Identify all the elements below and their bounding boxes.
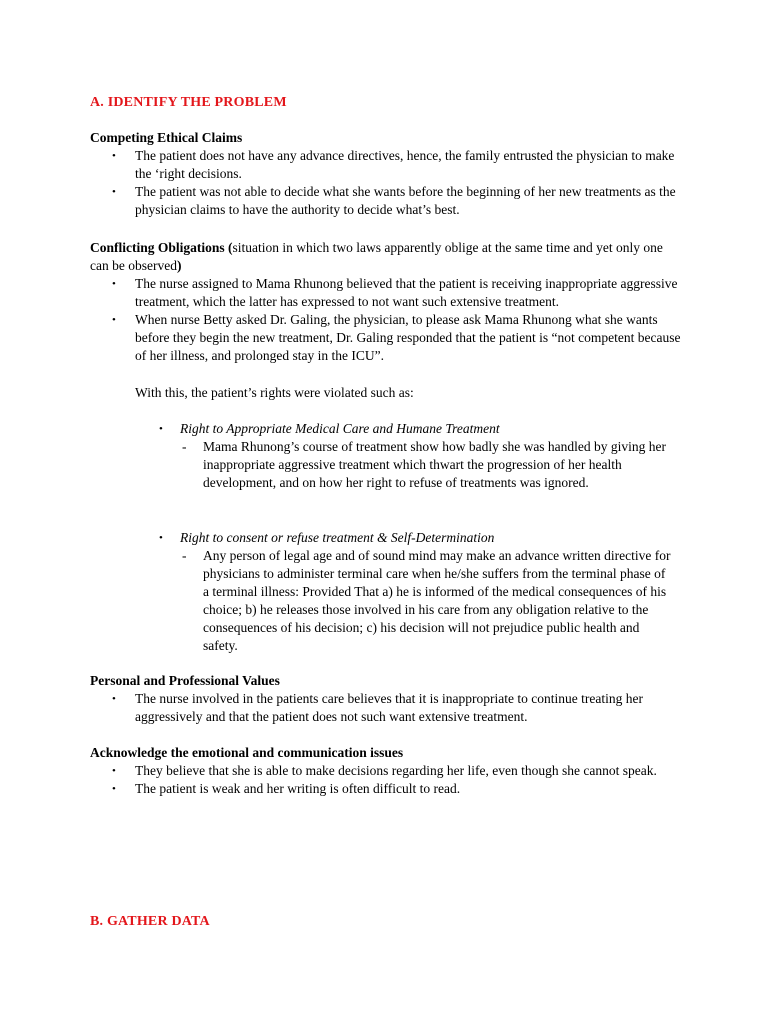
list-item-text: The nurse assigned to Mama Rhunong believed that the patient is receiving inappropriate aggressive treatment, which the latter has expressed to not want such extensive treatment. [135,276,678,309]
rights-intro-block [90,384,690,402]
acknowledge-heading: Acknowledge the emotional and communication issues [90,745,404,760]
acknowledge-section [90,744,690,798]
right-title: Right to Appropriate Medical Care and Humane Treatment [180,421,500,436]
conflicting-heading-definition: situation in which two laws apparently oblige at the same time and yet only one can be observed [90,240,663,273]
conflicting-obligations-section [90,239,690,365]
right-detail-text: Any person of legal age and of sound mind may make an advance written directive for physicians to administer terminal care when he/she suffers from the terminal phase of a terminal illness: Provided That a) he is informed of the medical consequences of his choice; b) he releases those involved in his care from any obligation relative to the consequences of his decision; c) his decision will not prejudice public health and safety. [203,548,671,653]
list-item-text: The patient does not have any advance directives, hence, the family entrusted the physician to make the ‘right decisions. [135,148,675,181]
conflicting-obligations-list [90,275,690,365]
rights-intro: With this, the patient’s rights were violated such as: [135,385,414,400]
bullet-icon: • [112,186,116,198]
section-a-title: A. IDENTIFY THE PROBLEM [90,95,287,110]
bullet-icon: • [112,278,116,290]
bullet-icon: • [159,532,163,544]
list-item [90,183,685,219]
conflicting-obligations-heading [90,239,680,275]
list-item [90,690,685,726]
values-list [90,690,690,726]
list-item-text: The patient is weak and her writing is often difficult to read. [135,781,461,796]
right-item [90,529,690,547]
right-detail-text: Mama Rhunong’s course of treatment show how badly she was handled by giving her inappropriate aggressive treatment which thwart the progression of her health development, and on how her right to refuse of treatments was ignored. [203,439,667,490]
competing-claims-heading: Competing Ethical Claims [90,130,243,145]
list-item [90,275,685,311]
right-title: Right to consent or refuse treatment & Self-Determination [180,530,495,545]
bullet-icon: • [112,314,116,326]
bullet-icon: • [112,783,116,795]
right-item [90,420,690,438]
competing-claims-list [90,147,690,219]
section-b-title: B. GATHER DATA [90,914,210,929]
list-item-text: They believe that she is able to make decisions regarding her life, even though she cannot speak. [135,763,657,778]
right-detail-item [90,438,673,492]
bullet-icon: • [112,150,116,162]
right-1-block [90,420,690,492]
conflicting-heading-close: ) [176,258,182,273]
right-detail-list [90,547,690,655]
acknowledge-list [90,762,690,798]
conflicting-heading-bold: Conflicting Obligations ( [90,240,233,255]
list-item [90,762,685,780]
list-item-text: The nurse involved in the patients care believes that it is inappropriate to continue treating her aggressively and that the patient does not such want extensive treatment. [135,691,643,724]
list-item [90,147,685,183]
list-item [90,311,685,365]
list-item-text: When nurse Betty asked Dr. Galing, the physician, to please ask Mama Rhunong what she wants before they begin the new treatment, Dr. Galing responded that the patient is “not competent because of her illness, and prolonged stay in the ICU”. [135,312,681,363]
bullet-icon: • [112,765,116,777]
rights-list [90,420,690,438]
list-item-text: The patient was not able to decide what she wants before the beginning of her new treatments as the physician claims to have the authority to decide what’s best. [135,184,676,217]
rights-list [90,529,690,547]
bullet-icon: • [112,693,116,705]
list-item [90,780,685,798]
right-detail-item [90,547,673,655]
bullet-icon: • [159,423,163,435]
values-heading: Personal and Professional Values [90,673,280,688]
competing-claims-section [90,129,690,219]
right-2-block [90,529,690,655]
dash-icon: - [182,439,187,454]
values-section [90,672,690,726]
dash-icon: - [182,548,187,563]
right-detail-list [90,438,690,492]
